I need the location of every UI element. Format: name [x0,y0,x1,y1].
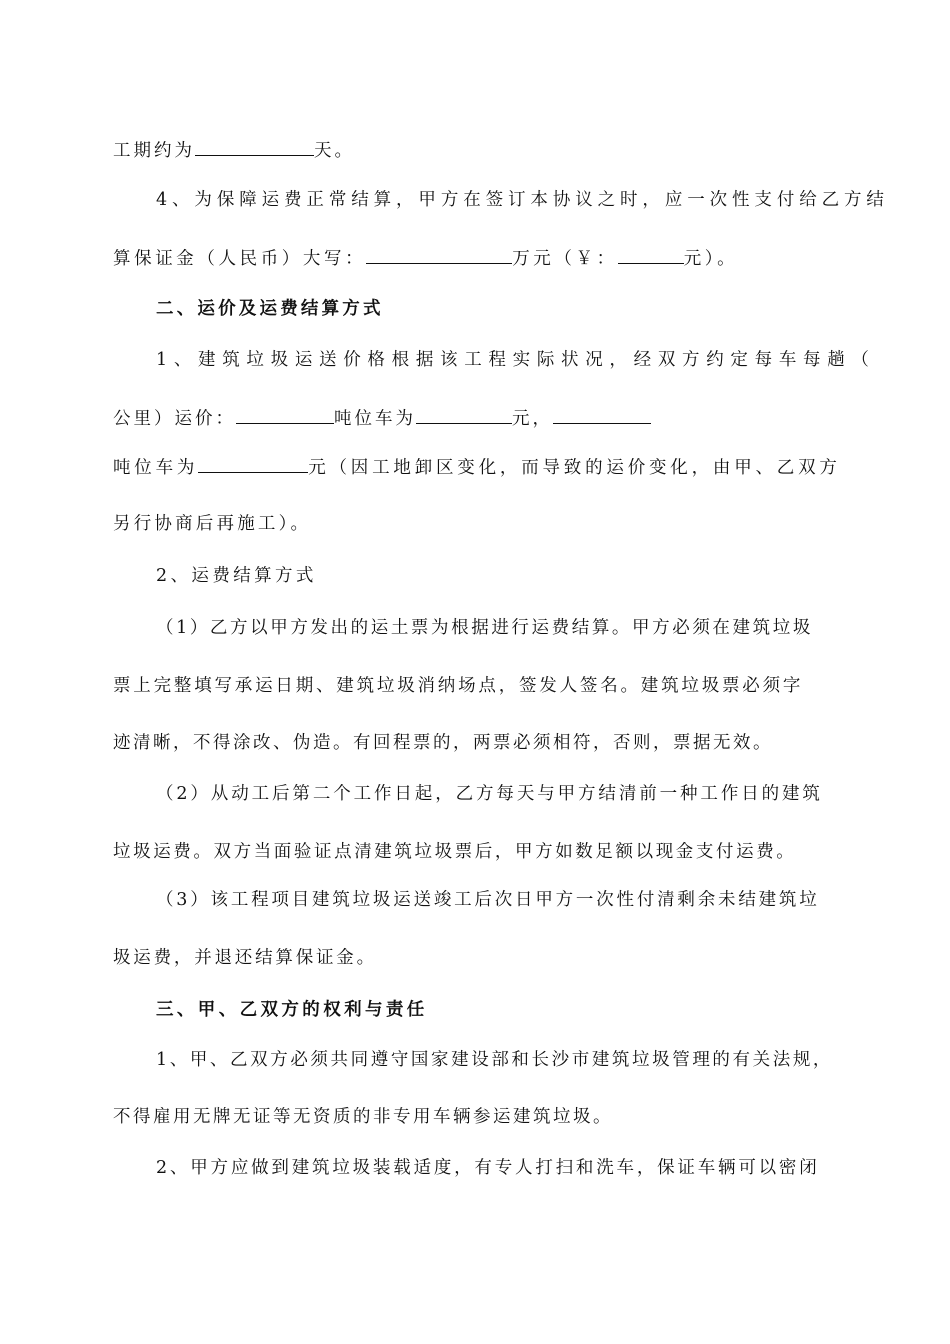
line-text: 吨位车为 [334,409,416,429]
paragraph-line: （2）从动工后第二个工作日起，乙方每天与甲方结清前一种工作日的建筑 [156,784,823,804]
paragraph-line: 1、建筑垃圾运送价格根据该工程实际状况，经双方约定每车每趟（ [156,350,876,370]
paragraph-line: 2、甲方应做到建筑垃圾装载适度，有专人打扫和洗车，保证车辆可以密闭 [156,1158,820,1178]
blank-field-price-2 [198,455,308,473]
paragraph-line: 1、甲、乙双方必须共同遵守国家建设部和长沙市建筑垃圾管理的有关法规， [156,1050,834,1070]
paragraph-line: 另行协商后再施工）。 [113,514,312,534]
section-heading: 二、运价及运费结算方式 [156,299,384,319]
paragraph-line: 不得雇用无牌无证等无资质的非专用车辆参运建筑垃圾。 [113,1107,613,1127]
paragraph-line-duration [113,138,355,163]
paragraph-line: 票上完整填写承运日期、建筑垃圾消纳场点，签发人签名。建筑垃圾票必须字 [113,676,804,696]
blank-field-deposit-amount [618,246,684,264]
paragraph-line: 4、为保障运费正常结算，甲方在签订本协议之时，应一次性支付给乙方结 [156,190,889,210]
paragraph-line: 迹清晰，不得涂改、伪造。有回程票的，两票必须相符，否则，票据无效。 [113,733,773,753]
paragraph-line: （3）该工程项目建筑垃圾运送竣工后次日甲方一次性付清剩余未结建筑垃 [156,890,820,910]
line-text: 工期约为 [113,141,195,161]
paragraph-line-price-2 [113,455,841,480]
paragraph-line-deposit [113,246,738,271]
blank-field-tonnage-2 [553,406,651,424]
line-text: 元， [512,409,553,429]
blank-field-deposit-words [366,246,512,264]
paragraph-line: 圾运费，并退还结算保证金。 [113,948,377,968]
paragraph-line: 垃圾运费。双方当面验证点清建筑垃圾票后，甲方如数足额以现金支付运费。 [113,842,797,862]
paragraph-line-price [113,406,651,431]
paragraph-line: （1）乙方以甲方发出的运土票为根据进行运费结算。甲方必须在建筑垃圾 [156,618,813,638]
line-text: 万元（￥： [512,249,618,269]
line-text: 元（因工地卸区变化，而导致的运价变化，由甲、乙双方 [308,458,841,478]
blank-field-days [195,138,314,156]
line-text: 元）。 [683,249,739,269]
sub-heading: 2、运费结算方式 [156,566,317,586]
section-heading: 三、甲、乙双方的权利与责任 [156,1000,428,1020]
line-text: 公里）运价： [113,409,236,429]
blank-field-price-1 [416,406,512,424]
line-text: 吨位车为 [113,458,199,478]
line-text: 天。 [314,141,355,161]
blank-field-tonnage-1 [236,406,334,424]
line-text: 算保证金（人民币）大写： [113,249,367,269]
